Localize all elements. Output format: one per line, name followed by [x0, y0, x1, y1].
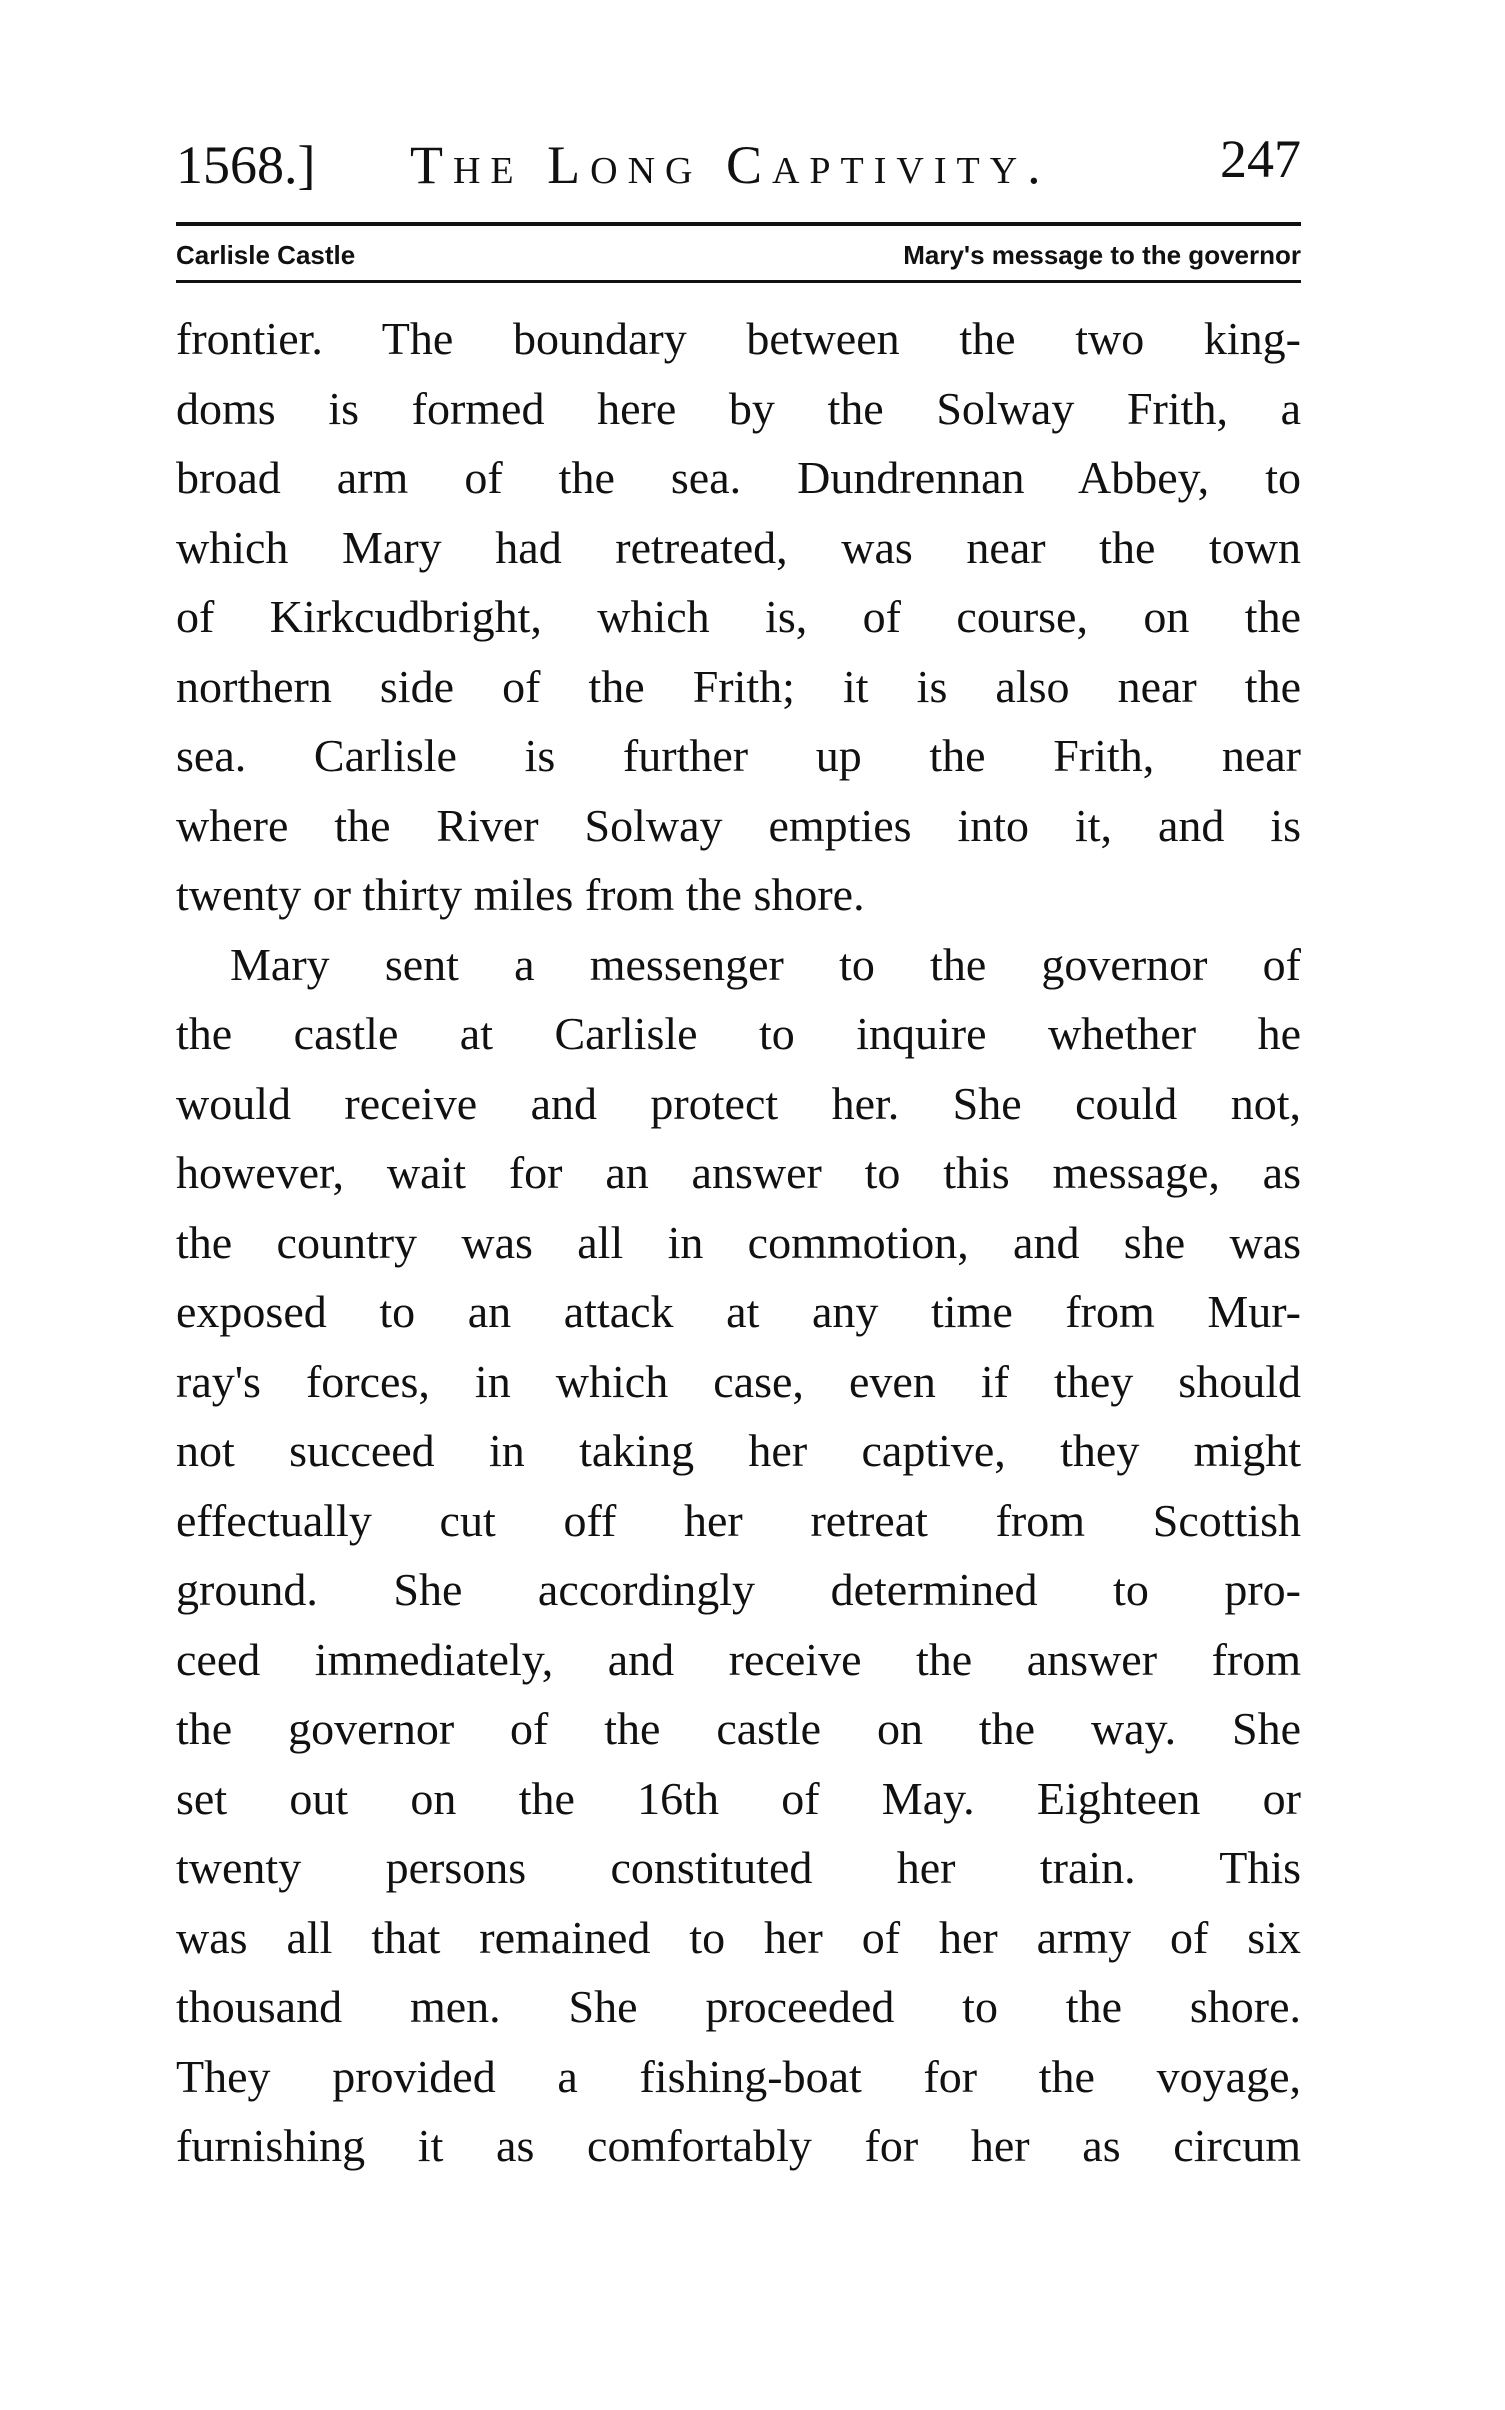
text-line: not succeed in taking her captive, they might: [176, 1425, 1301, 1476]
sidenote-right: Mary's message to the governor: [903, 240, 1301, 270]
text-line: the castle at Carlisle to inquire whether he: [176, 1008, 1301, 1059]
text-line: where the River Solway empties into it, and is: [176, 799, 1301, 851]
text-line: of Kirkcudbright, which is, of course, on the: [176, 591, 1301, 642]
text-line: set out on the 16th of May. Eighteen or: [176, 1772, 1301, 1824]
text-line: would receive and protect her. She could not,: [176, 1077, 1301, 1129]
text-line: was all that remained to her of her army of six: [176, 1911, 1301, 1963]
text-line: the governor of the castle on the way. She: [176, 1703, 1301, 1754]
text-line: however, wait for an answer to this message, as: [176, 1147, 1301, 1198]
page-number: 247: [1220, 129, 1301, 189]
sidenote-row: [176, 236, 1301, 276]
text-line: effectually cut off her retreat from Scottish: [176, 1494, 1301, 1546]
text-line: They provided a fishing-boat for the voyage,: [176, 2050, 1301, 2102]
header-title: The Long Captivity.: [410, 135, 1051, 195]
sidenote-rule: [176, 280, 1301, 283]
text-line: ground. She accordingly determined to pro-: [176, 1564, 1301, 1615]
text-line: broad arm of the sea. Dundrennan Abbey, to: [176, 452, 1301, 503]
text-line: thousand men. She proceeded to the shore.: [176, 1981, 1301, 2032]
body-text: [176, 304, 1301, 2181]
text-line: frontier. The boundary between the two king-: [176, 313, 1301, 364]
text-line: ceed immediately, and receive the answer from: [176, 1633, 1301, 1685]
text-line: furnishing it as comfortably for her as circum: [176, 2120, 1301, 2171]
text-line: exposed to an attack at any time from Mur-: [176, 1286, 1301, 1337]
sidenote-left: Carlisle Castle: [176, 240, 356, 270]
text-line: twenty persons constituted her train. This: [176, 1842, 1301, 1893]
text-line: Mary sent a messenger to the governor of: [230, 938, 1301, 990]
header-rule: [176, 222, 1301, 226]
running-head: [176, 128, 1301, 198]
text-line: twenty or thirty miles from the shore.: [176, 869, 865, 920]
text-line: the country was all in commotion, and she was: [176, 1216, 1301, 1268]
text-line: northern side of the Frith; it is also near the: [176, 660, 1301, 712]
text-line: doms is formed here by the Solway Frith, a: [176, 382, 1301, 434]
book-page: [176, 128, 1301, 2171]
text-line: ray's forces, in which case, even if they should: [176, 1355, 1301, 1407]
text-line: sea. Carlisle is further up the Frith, near: [176, 730, 1301, 781]
header-year: 1568.]: [176, 135, 316, 195]
text-line: which Mary had retreated, was near the town: [176, 521, 1301, 573]
